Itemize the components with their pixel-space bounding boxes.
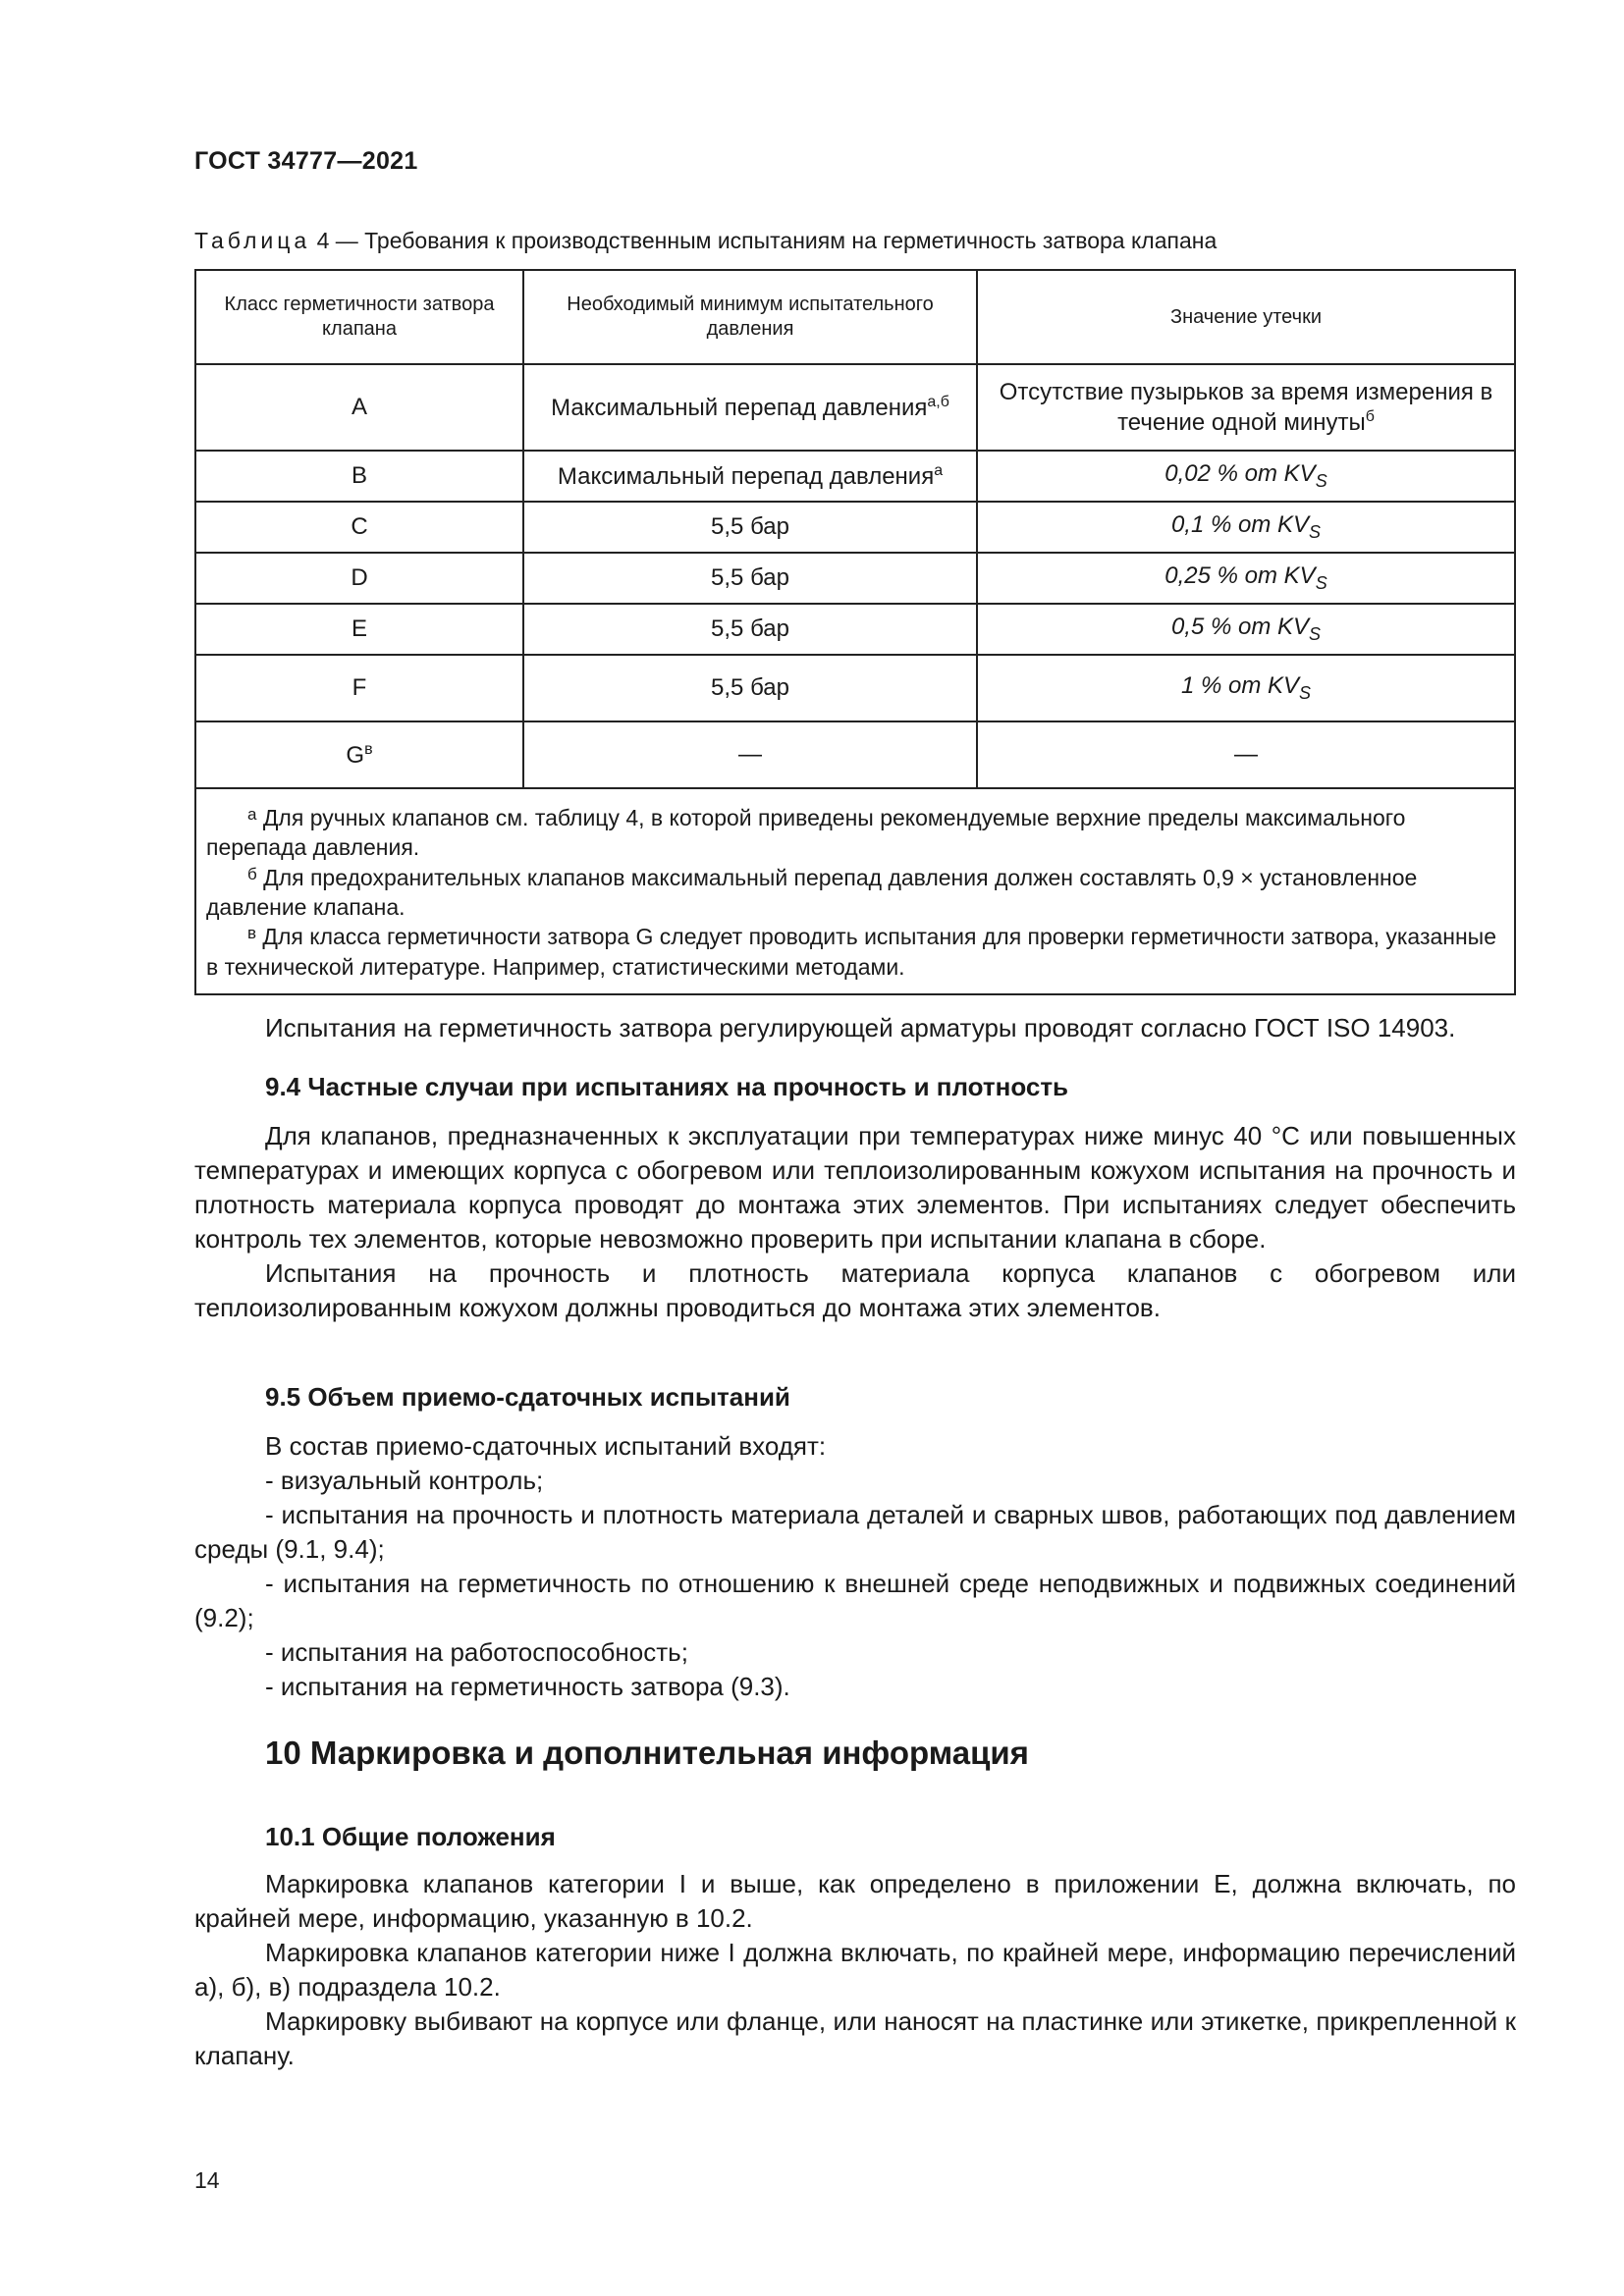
leak-text: 0,1 % от KV [1170, 511, 1310, 539]
paragraph-control-valves [194, 1011, 1516, 1045]
cell-class: B [195, 451, 523, 502]
leak-text: Отсутствие пузырьков за время измерения в течение одной минуты [999, 378, 1493, 436]
table-caption [194, 228, 1217, 254]
cell-pressure: 5,5 бар [523, 502, 977, 553]
table-row [195, 502, 1515, 553]
cell-pressure: 5,5 бар [523, 604, 977, 655]
note-text: Для ручных клапанов см. таблицу 4, в которой приведены рекомендуемые верхние пределы максимального перепада давления. [206, 805, 1406, 861]
cell-leak [977, 451, 1515, 502]
table-row [195, 451, 1515, 502]
footnote-mark: в [247, 924, 257, 943]
list-item: - визуальный контроль; [265, 1466, 544, 1495]
leak-text: 0,5 % от KV [1170, 614, 1310, 641]
paragraph: Маркировка клапанов категории ниже I должна включать, по крайней мере, информацию перечислений а), б), в) подраздела 10.2. [194, 1938, 1516, 2002]
subscript: S [1309, 624, 1322, 645]
cell-pressure: — [523, 721, 977, 788]
leak-text: 0,02 % от KV [1164, 460, 1316, 488]
table-note [206, 922, 1504, 982]
table-note [206, 803, 1504, 863]
table-row [195, 553, 1515, 604]
subscript: S [1315, 471, 1327, 492]
cell-leak [977, 655, 1515, 721]
cell-class: C [195, 502, 523, 553]
leak-text: 1 % от KV [1180, 672, 1300, 700]
cell-pressure [523, 451, 977, 502]
section-9-4 [194, 1070, 1516, 1104]
pressure-text: Максимальный перепад давления [557, 462, 935, 490]
class-text: G [346, 741, 365, 769]
section-heading: 10 Маркировка и дополнительная информация [265, 1735, 1029, 1771]
table-caption-text: 4 — Требования к производственным испытаниям на герметичность затвора клапана [310, 228, 1218, 253]
section-9-5 [194, 1380, 1516, 1415]
cell-pressure: 5,5 бар [523, 553, 977, 604]
cell-class [195, 721, 523, 788]
header-class: Класс герметичности затвора клапана [195, 270, 523, 364]
section-heading: 9.4 Частные случаи при испытаниях на прочность и плотность [265, 1072, 1069, 1101]
paragraph: Испытания на прочность и плотность материала корпуса клапанов с обогревом или теплоизолированным кожухом должны проводиться до монтажа этих элементов. [194, 1258, 1516, 1322]
table-note [206, 863, 1504, 923]
paragraph: Маркировку выбивают на корпусе или фланце, или наносят на пластинке или этикетке, прикрепленной к клапану. [194, 2006, 1516, 2070]
section-10 [194, 1735, 1516, 1770]
cell-leak [977, 364, 1515, 451]
paragraph: В состав приемо-сдаточных испытаний входят: [265, 1431, 827, 1461]
cell-class: D [195, 553, 523, 604]
page-number: 14 [194, 2167, 220, 2193]
footnote-mark: а [247, 805, 257, 824]
leak-requirements-table [194, 269, 1516, 995]
subscript: S [1309, 522, 1322, 543]
table-row [195, 364, 1515, 451]
table-caption-prefix: Таблица [194, 228, 311, 253]
footnote-mark: а [934, 461, 944, 479]
cell-class: A [195, 364, 523, 451]
note-text: Для класса герметичности затвора G следует проводить испытания для проверки герметичности затвора, указанные в технической литературе. Например, статистическими методами. [206, 924, 1497, 980]
section-heading: 10.1 Общие положения [265, 1822, 556, 1851]
footnote-mark: а,б [927, 393, 949, 410]
header-pressure: Необходимый минимум испытательного давления [523, 270, 977, 364]
cell-leak [977, 553, 1515, 604]
leak-text: 0,25 % от KV [1164, 562, 1316, 590]
cell-pressure [523, 364, 977, 451]
footnote-mark: в [364, 740, 373, 758]
table-header-row [195, 270, 1515, 364]
subscript: S [1315, 573, 1327, 594]
list-item: - испытания на работоспособность; [265, 1637, 688, 1667]
list-item: - испытания на герметичность по отношению к внешней среде неподвижных и подвижных соединений (9.2); [194, 1569, 1516, 1632]
table-notes-row [195, 788, 1515, 994]
paragraph: Для клапанов, предназначенных к эксплуатации при температурах ниже минус 40 °С или повышенных температурах и имеющих корпуса с обогревом или теплоизолированным кожухом испытания на прочность и плотность материала корпуса проводят до монтажа этих элементов. При испытаниях следует обеспечить контроль тех элементов, которые невозможно проверить при испытании клапана в сборе. [194, 1121, 1516, 1254]
note-text: Для предохранительных клапанов максимальный перепад давления должен составлять 0,9 × установленное давление клапана. [206, 864, 1418, 921]
document-code: ГОСТ 34777—2021 [194, 147, 418, 175]
cell-leak: — [977, 721, 1515, 788]
section-heading: 9.5 Объем приемо-сдаточных испытаний [265, 1382, 790, 1412]
cell-leak [977, 502, 1515, 553]
section-10-1 [194, 1820, 1516, 1854]
list-item: - испытания на герметичность затвора (9.3). [265, 1672, 790, 1701]
cell-class: F [195, 655, 523, 721]
cell-class: E [195, 604, 523, 655]
footnote-mark: б [247, 864, 257, 883]
table-row [195, 604, 1515, 655]
pressure-text: Максимальный перепад давления [551, 394, 928, 421]
section-10-1-body [194, 1867, 1516, 2073]
subscript: S [1299, 683, 1312, 704]
footnote-mark: б [1365, 407, 1375, 425]
cell-leak [977, 604, 1515, 655]
list-item: - испытания на прочность и плотность материала деталей и сварных швов, работающих под давлением среды (9.1, 9.4); [194, 1500, 1516, 1564]
section-9-4-body [194, 1119, 1516, 1325]
table-row [195, 655, 1515, 721]
table-row [195, 721, 1515, 788]
cell-pressure: 5,5 бар [523, 655, 977, 721]
paragraph: Испытания на герметичность затвора регулирующей арматуры проводят согласно ГОСТ ISO 14903. [265, 1013, 1456, 1042]
header-leak: Значение утечки [977, 270, 1515, 364]
paragraph: Маркировка клапанов категории I и выше, как определено в приложении Е, должна включать, по крайней мере, информацию, указанную в 10.2. [194, 1869, 1516, 1933]
table-notes [195, 788, 1515, 994]
section-9-5-body [194, 1429, 1516, 1704]
